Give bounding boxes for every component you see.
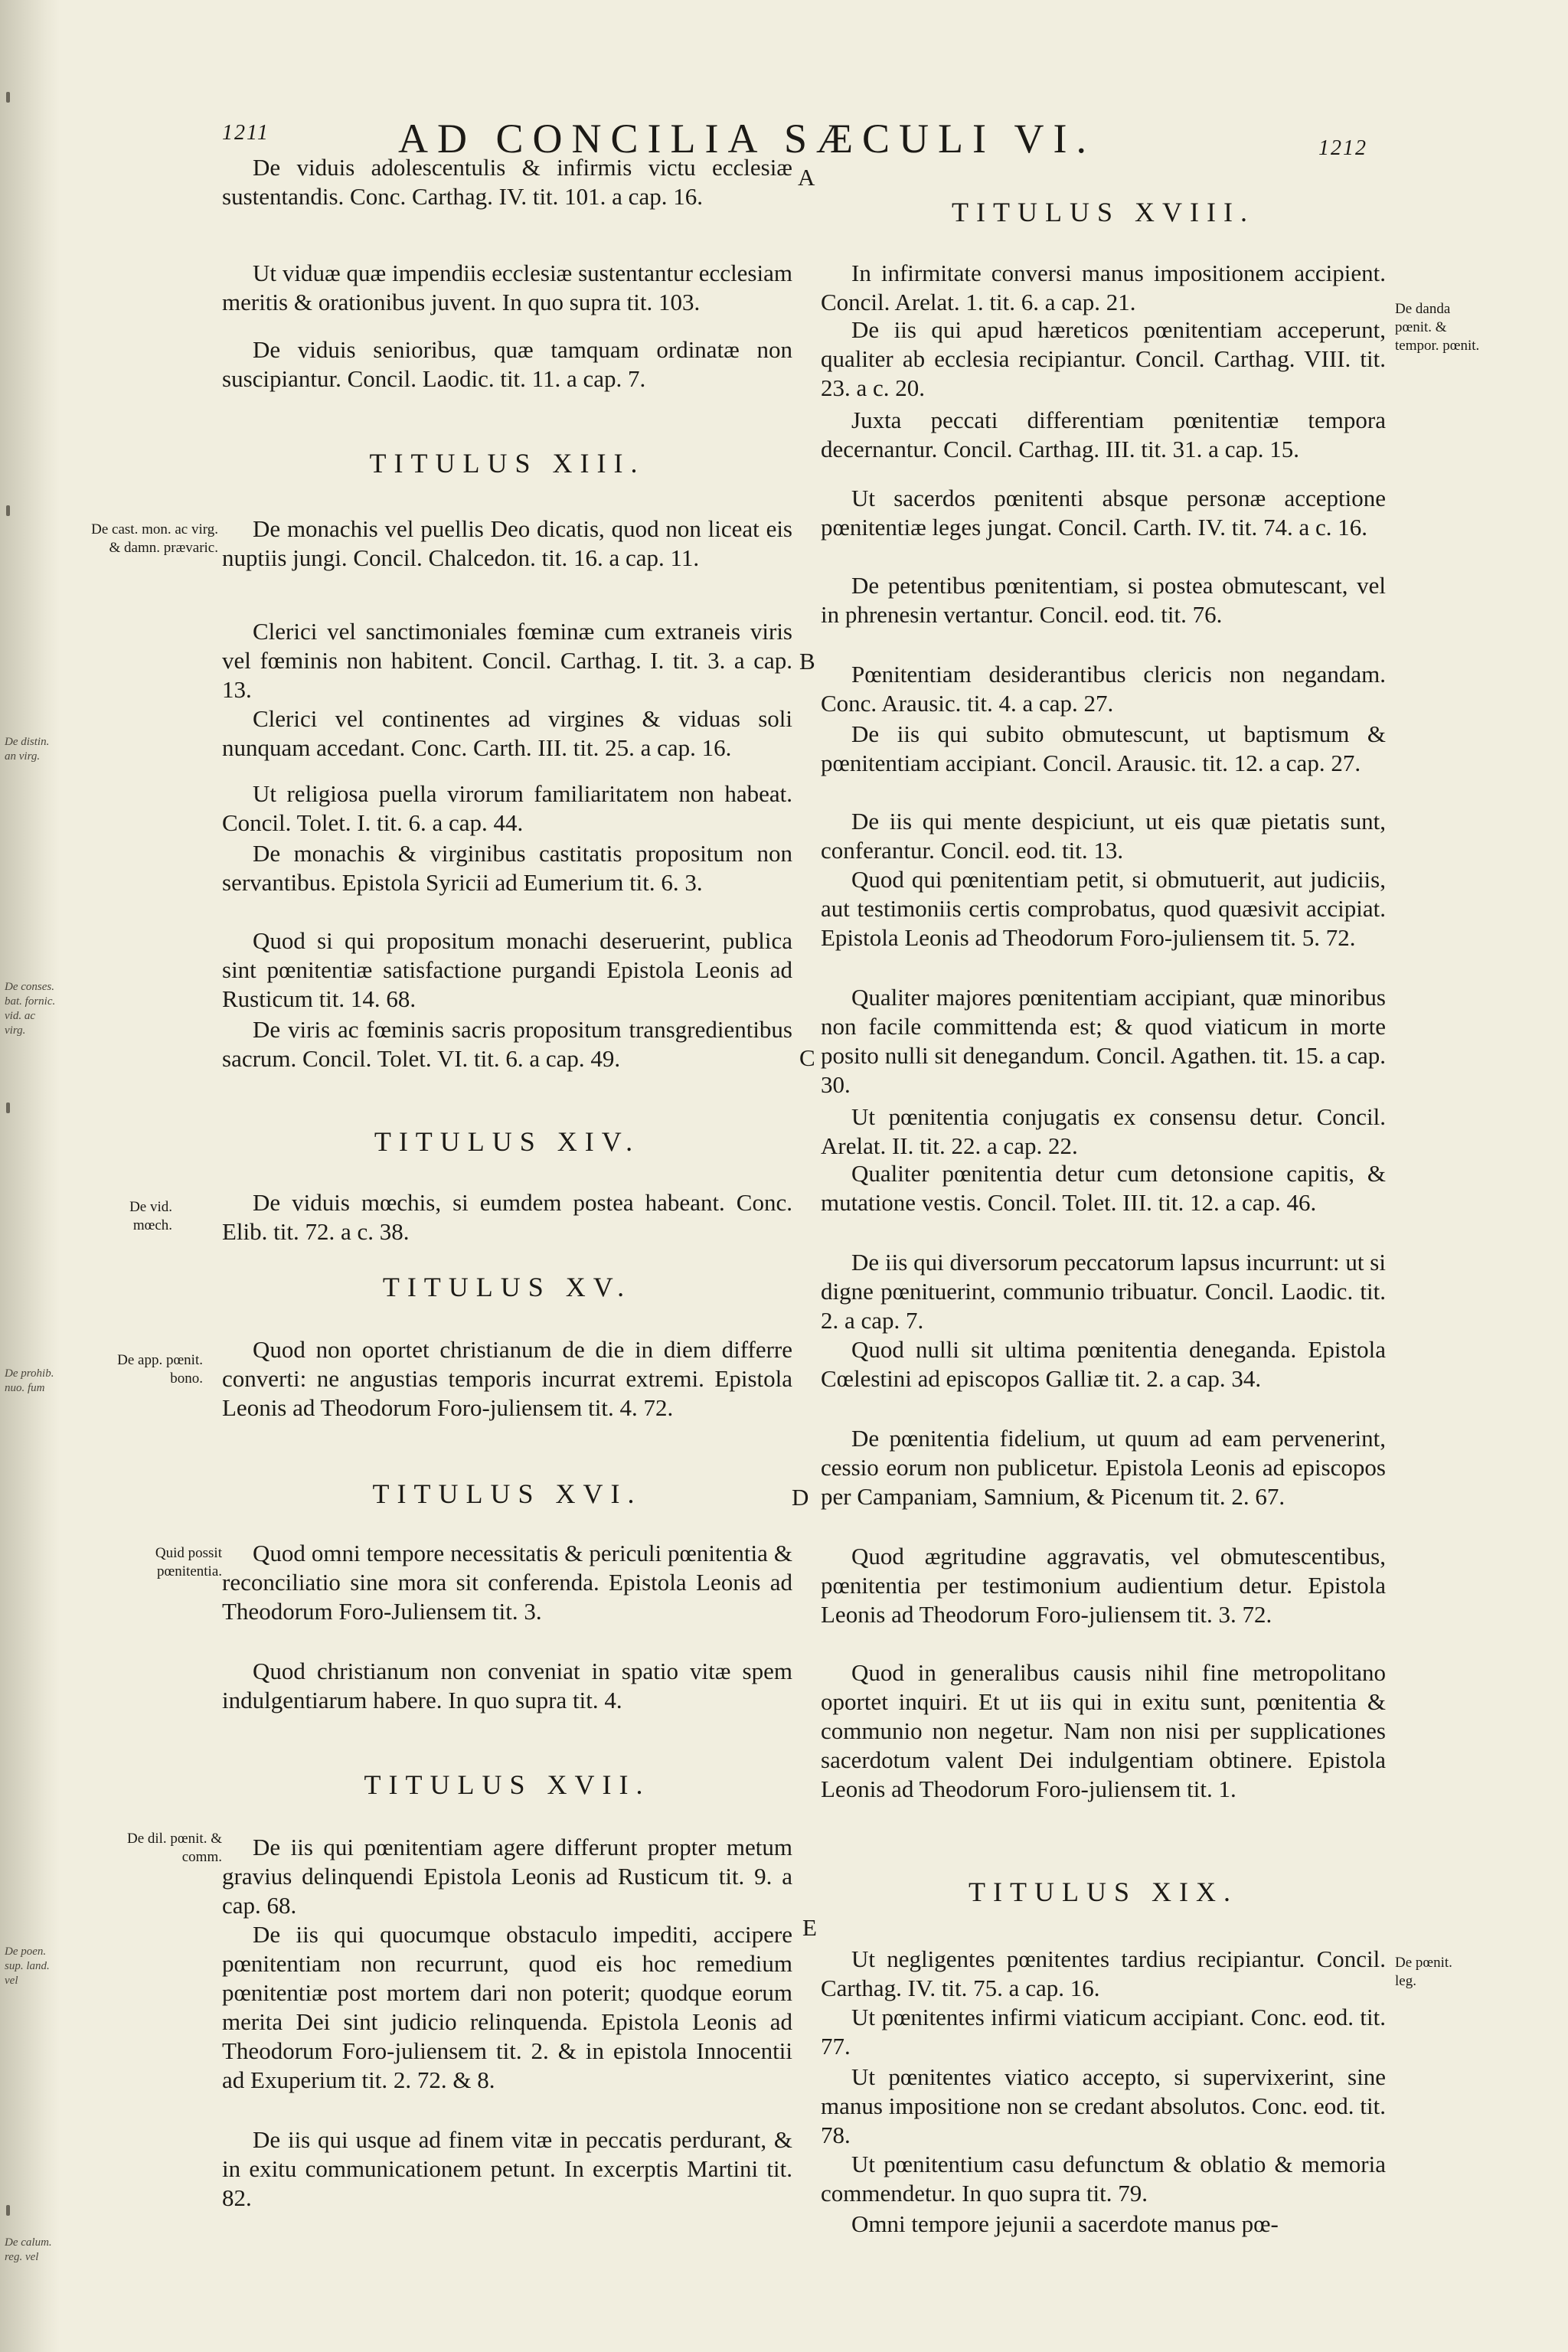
paragraph: Clerici vel sanctimoniales fœminæ cum extraneis viris vel fœminis non habitent. Concil. Carthag. I. tit. 3. a cap. 13. <box>222 618 792 703</box>
paragraph: De monachis & virginibus castitatis propositum non servantibus. Epistola Syricii ad Eumerium tit. 6. 3. <box>222 840 792 896</box>
binding-note: De conses. bat. fornic. vid. ac virg. <box>5 981 56 1037</box>
section-heading: TITULUS XIX. <box>969 1877 1238 1907</box>
page-number-right: 1212 <box>1318 136 1367 160</box>
paragraph: De iis qui mente despiciunt, ut eis quæ pietatis sunt, conferantur. Concil. eod. tit. 13. <box>821 808 1386 864</box>
margin-note: Quid possit pœnitentia. <box>155 1545 222 1579</box>
paragraph: Ut pœnitentia conjugatis ex consensu detur. Concil. Arelat. II. tit. 22. a cap. 22. <box>821 1103 1386 1159</box>
binding-note: De calum. reg. vel <box>5 2236 52 2263</box>
paragraph: De viduis adolescentulis & infirmis victu ecclesiæ sustentandis. Conc. Carthag. IV. tit. 101. a cap. 16. <box>222 154 792 210</box>
paragraph: Ut pœnitentes infirmi viaticum accipiant. Conc. eod. tit. 77. <box>821 2004 1386 2060</box>
binding-note: De prohib. nuo. fum <box>5 1367 54 1394</box>
margin-note: De cast. mon. ac virg. & damn. prævaric. <box>91 521 218 556</box>
paragraph: Ut sacerdos pœnitenti absque personæ acceptione pœnitentiæ leges jungat. Concil. Carth. IV. tit. 74. a c. 16. <box>821 485 1386 541</box>
paragraph: Ut negligentes pœnitentes tardius recipiantur. Concil. Carthag. IV. tit. 75. a cap. 16. <box>821 1945 1386 2001</box>
binding-mark <box>6 2205 10 2216</box>
paragraph: Quod non oportet christianum de die in diem differre converti: ne angustias temporis incurrat extremi. Epistola Leonis ad Theodorum Foro-juliensem tit. 4. 72. <box>222 1336 792 1421</box>
section-heading: TITULUS XV. <box>382 1272 632 1302</box>
margin-note: De pœnit. leg. <box>1395 1955 1452 1989</box>
section-marker: B <box>799 648 815 675</box>
paragraph: De viduis mœchis, si eumdem postea habeant. Conc. Elib. tit. 72. a c. 38. <box>222 1189 792 1245</box>
section-heading: TITULUS XVIII. <box>952 197 1255 227</box>
section-heading: TITULUS XVI. <box>372 1478 642 1509</box>
paragraph: Quod omni tempore necessitatis & periculi pœnitentia & reconciliatio sine mora sit conferenda. Epistola Leonis ad Theodorum Foro-Juliensem tit. 3. <box>222 1540 792 1625</box>
paragraph: Ut pœnitentium casu defunctum & oblatio & memoria commendetur. In quo supra tit. 79. <box>821 2151 1386 2207</box>
paragraph: De iis qui quocumque obstaculo impediti, accipere pœnitentiam non recurrunt, quod eis hoc remedium pœnitentiæ post mortem dari non poterit; quodque eorum merita Dei sint judicio relinquenda. Epistola Leonis ad Theodorum Foro-juliensem tit. 2. & in epistola Innocentii ad Exuperium tit. 2. 72. & 8. <box>222 1921 792 2093</box>
section-heading: TITULUS XIII. <box>369 448 645 479</box>
margin-note: De vid. mœch. <box>129 1199 172 1233</box>
paragraph: Quod christianum non conveniat in spatio vitæ spem indulgentiarum habere. In quo supra tit. 4. <box>222 1658 792 1713</box>
paragraph: Pœnitentiam desiderantibus clericis non negandam. Conc. Arausic. tit. 4. a cap. 27. <box>821 661 1386 717</box>
section-heading: TITULUS XVII. <box>364 1769 651 1800</box>
paragraph: Ut religiosa puella virorum familiaritatem non habeat. Concil. Tolet. I. tit. 6. a cap. 44. <box>222 780 792 836</box>
margin-note: De danda pœnit. & tempor. pœnit. <box>1395 301 1480 354</box>
section-marker: D <box>792 1484 809 1511</box>
binding-mark <box>6 505 10 516</box>
paragraph: De pœnitentia fidelium, ut quum ad eam pervenerint, cessio eorum non publicetur. Epistola Leonis ad episcopos per Campaniam, Samnium, & Picenum tit. 2. 67. <box>821 1425 1386 1510</box>
paragraph: Quod qui pœnitentiam petit, si obmutuerit, aut judiciis, aut testimoniis certis comprobatus, quod quæsivit accipiat. Epistola Leonis ad Theodorum Foro-juliensem tit. 5. 72. <box>821 866 1386 951</box>
paragraph: De viduis senioribus, quæ tamquam ordinatæ non suscipiantur. Concil. Laodic. tit. 11. a cap. 7. <box>222 336 792 392</box>
paragraph: De iis qui subito obmutescunt, ut baptismum & pœnitentiam accipiant. Concil. Arausic. tit. 12. a cap. 27. <box>821 720 1386 776</box>
paragraph: De monachis vel puellis Deo dicatis, quod non liceat eis nuptiis jungi. Concil. Chalcedon. tit. 16. a cap. 11. <box>222 515 792 571</box>
paragraph: Quod ægritudine aggravatis, vel obmutescentibus, pœnitentia per testimonium audientium detur. Epistola Leonis ad Theodorum Foro-juliensem tit. 3. 72. <box>821 1543 1386 1628</box>
binding-edge <box>0 0 60 2352</box>
section-heading: TITULUS XIV. <box>374 1126 641 1157</box>
paragraph: De iis qui apud hæreticos pœnitentiam acceperunt, qualiter ab ecclesia recipiantur. Concil. Carthag. VIII. tit. 23. a c. 20. <box>821 316 1386 401</box>
binding-note: De distin. an virg. <box>5 736 50 763</box>
paragraph: Quod nulli sit ultima pœnitentia deneganda. Epistola Cœlestini ad episcopos Galliæ tit. 2. a cap. 34. <box>821 1336 1386 1392</box>
paragraph: Qualiter pœnitentia detur cum detonsione capitis, & mutatione vestis. Concil. Tolet. III. tit. 12. a cap. 46. <box>821 1160 1386 1216</box>
page-number-left: 1211 <box>222 121 270 145</box>
paragraph: De viris ac fœminis sacris propositum transgredientibus sacrum. Concil. Tolet. VI. tit. 6. a cap. 49. <box>222 1016 792 1072</box>
paragraph: Qualiter majores pœnitentiam accipiant, quæ minoribus non facile committenda est; & quod viaticum in morte posito nulli sit denegandum. Concil. Agathen. tit. 15. a cap. 30. <box>821 984 1386 1098</box>
margin-note: De app. pœnit. bono. <box>117 1352 203 1387</box>
paragraph: Juxta peccati differentiam pœnitentiæ tempora decernantur. Concil. Carthag. III. tit. 31. a cap. 15. <box>821 407 1386 462</box>
paragraph: Clerici vel continentes ad virgines & viduas soli nunquam accedant. Conc. Carth. III. tit. 25. a cap. 16. <box>222 705 792 761</box>
binding-note: De poen. sup. land. vel <box>5 1945 50 1987</box>
paragraph: De iis qui diversorum peccatorum lapsus incurrunt: ut si digne pœnituerint, communio tribuatur. Concil. Laodic. tit. 2. a cap. 7. <box>821 1249 1386 1334</box>
running-title: AD CONCILIA SÆCULI VI. <box>398 116 1096 162</box>
section-marker: A <box>798 164 815 191</box>
binding-mark <box>6 1102 10 1113</box>
paragraph: Omni tempore jejunii a sacerdote manus pœ- <box>851 2210 1279 2237</box>
paragraph: De iis qui pœnitentiam agere differunt propter metum gravius delinquendi Epistola Leonis ad Rusticum tit. 9. a cap. 68. <box>222 1834 792 1919</box>
paragraph: Ut pœnitentes viatico accepto, si supervixerint, sine manus impositione non se credant absolutos. Conc. eod. tit. 78. <box>821 2063 1386 2148</box>
section-marker: C <box>799 1044 815 1071</box>
paragraph: De petentibus pœnitentiam, si postea obmutescant, vel in phrenesin vertantur. Concil. eod. tit. 76. <box>821 572 1386 628</box>
paragraph: In infirmitate conversi manus impositionem accipient. Concil. Arelat. 1. tit. 6. a cap. 21. <box>821 260 1386 315</box>
section-marker: E <box>802 1914 817 1941</box>
paragraph: Quod in generalibus causis nihil fine metropolitano oportet inquiri. Et ut iis qui in exitu sunt, pœnitentia & communio non negetur. Nam non nisi per supplicationes sacerdotum valent Dei indulgentiam obtinere. Epistola Leonis ad Theodorum Foro-juliensem tit. 1. <box>821 1659 1386 1802</box>
binding-mark <box>6 92 10 103</box>
paragraph: De iis qui usque ad finem vitæ in peccatis perdurant, & in exitu communicationem petunt. In excerptis Martini tit. 82. <box>222 2126 792 2211</box>
paragraph: Ut viduæ quæ impendiis ecclesiæ sustentantur ecclesiam meritis & orationibus juvent. In quo supra tit. 103. <box>222 260 792 315</box>
margin-note: De dil. pœnit. & comm. <box>126 1831 222 1865</box>
paragraph: Quod si qui propositum monachi deseruerint, publica sint pœnitentiæ satisfactione purgandi Epistola Leonis ad Rusticum tit. 14. 68. <box>222 927 792 1012</box>
